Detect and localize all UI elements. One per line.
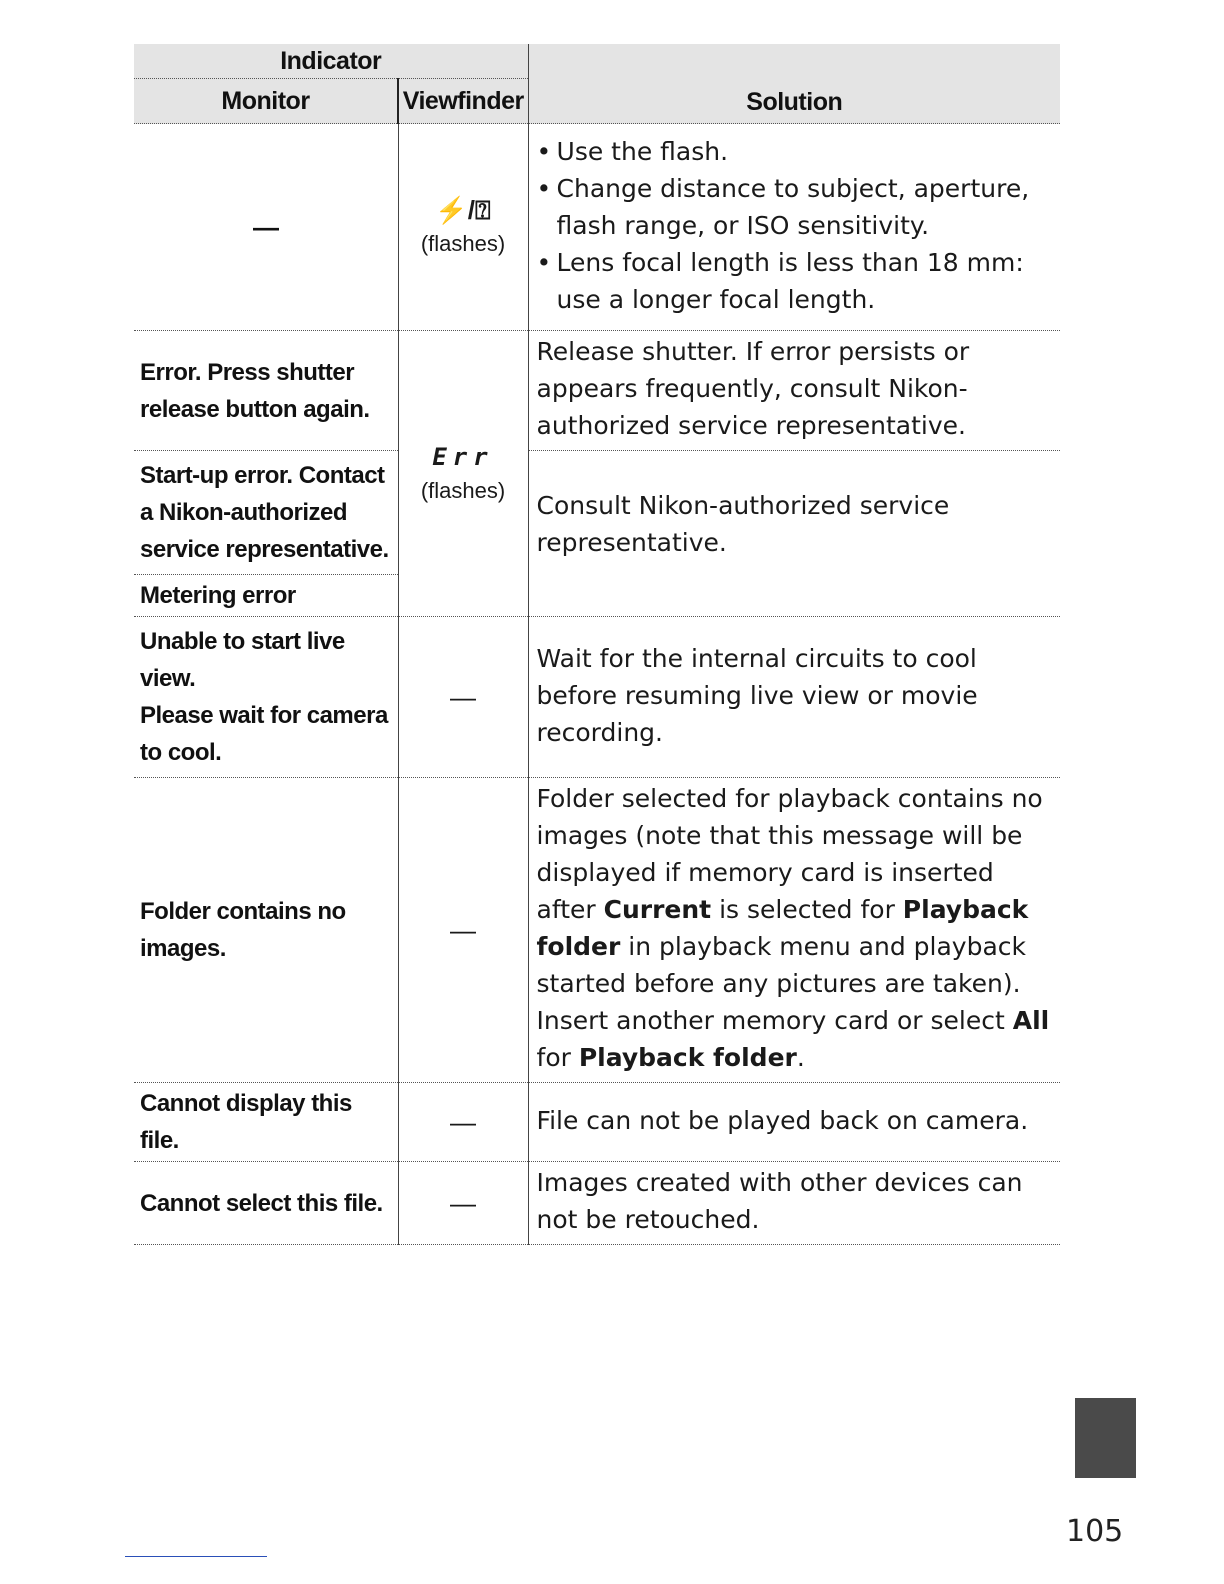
solution-cell: File can not be played back on camera.: [528, 1083, 1060, 1162]
solution-bullet: • Use the flash.: [537, 133, 1053, 170]
monitor-cell: Metering error: [134, 575, 398, 617]
monitor-line: Please wait for camera to cool.: [140, 702, 388, 766]
monitor-cell: Start-up error. Contact a Nikon-authorized service representative.: [134, 451, 398, 575]
table-row: [134, 451, 1060, 575]
header-row-top: [134, 44, 1060, 79]
table-row: [134, 1162, 1060, 1245]
solution-cell: Images created with other devices can not be retouched.: [528, 1162, 1060, 1245]
monitor-cell: Cannot select this file.: [134, 1162, 398, 1245]
indicator-header: Indicator: [134, 44, 528, 79]
page-number: 105: [1066, 1514, 1124, 1549]
monitor-line: Unable to start live view.: [140, 628, 345, 692]
monitor-cell: —: [134, 124, 398, 331]
footer-rule: [125, 1556, 267, 1557]
viewfinder-header: Viewfinder: [398, 79, 528, 124]
monitor-cell: [134, 617, 398, 778]
keyword-playback-folder: Playback folder: [578, 1043, 797, 1072]
solution-cell: Consult Nikon-authorized service representative.: [528, 451, 1060, 617]
viewfinder-cell: —: [398, 1083, 528, 1162]
viewfinder-note: (flashes): [420, 231, 506, 256]
solution-text: Folder selected for playback contains no images (note that this message will be displayed if memory card is inserted after: [536, 784, 1043, 924]
table-row: [134, 778, 1060, 1083]
keyword-all: All: [1012, 1006, 1050, 1035]
section-tab-marker: [1075, 1398, 1136, 1478]
troubleshooting-table-container: [134, 44, 1060, 1245]
solution-text: .: [796, 1043, 805, 1072]
solution-bullets: [537, 133, 1053, 318]
monitor-cell: Error. Press shutter release button again.: [134, 331, 398, 451]
solution-bullet: • Change distance to subject, aperture, flash range, or ISO sensitivity.: [537, 170, 1053, 244]
solution-cell: [528, 778, 1060, 1083]
viewfinder-note: (flashes): [420, 477, 506, 503]
viewfinder-cell: [398, 124, 528, 331]
table-row: [134, 124, 1060, 331]
solution-header: Solution: [528, 44, 1060, 124]
indicator-solution-table: [134, 44, 1060, 1245]
monitor-cell: Folder contains no images.: [134, 778, 398, 1083]
solution-cell: Release shutter. If error persists or appears frequently, consult Nikon-authorized service representative.: [528, 331, 1060, 451]
viewfinder-cell: —: [398, 778, 528, 1083]
solution-cell: Wait for the internal circuits to cool before resuming live view or movie recording.: [528, 617, 1060, 778]
viewfinder-cell: —: [398, 1162, 528, 1245]
error-display-icon: Err: [432, 442, 494, 471]
keyword-current: Current: [603, 895, 712, 924]
monitor-header: Monitor: [134, 79, 398, 124]
solution-cell: [528, 124, 1060, 331]
viewfinder-cell: —: [398, 617, 528, 778]
solution-bullet: • Lens focal length is less than 18 mm: use a longer focal length.: [537, 244, 1053, 318]
solution-text: is selected for: [711, 895, 903, 924]
flash-warning-icon: ⚡/⍰: [435, 195, 491, 225]
viewfinder-cell: [398, 331, 528, 617]
solution-text: for: [536, 1043, 579, 1072]
solution-text: in playback menu and playback started before any pictures are taken). Insert another memory card or select: [536, 932, 1026, 1035]
table-row: [134, 331, 1060, 451]
table-row: [134, 617, 1060, 778]
monitor-cell: Cannot display this file.: [134, 1083, 398, 1162]
keyword-playback-folder: Playback folder: [536, 895, 1029, 961]
table-row: [134, 1083, 1060, 1162]
